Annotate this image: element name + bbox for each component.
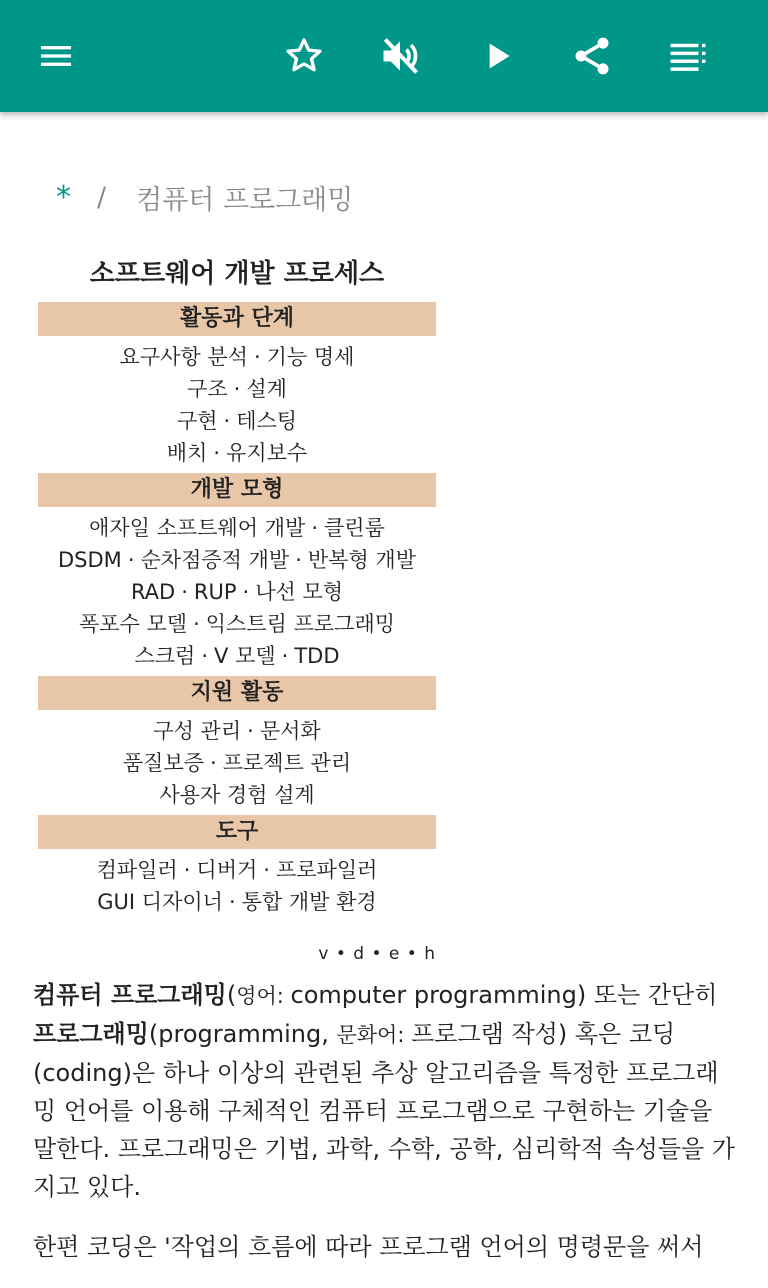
navbox-group-header: 개발 모형 <box>38 473 436 507</box>
separator-dot: · <box>228 890 236 914</box>
article-text: ) 또는 간단히 <box>576 981 718 1009</box>
separator-dot: · <box>281 644 289 668</box>
playlist-icon[interactable] <box>660 28 716 84</box>
navbox-row <box>38 779 436 811</box>
menu-icon[interactable] <box>28 28 84 84</box>
separator-dot: · <box>247 719 254 743</box>
navbox-row <box>38 608 436 640</box>
navbox-link[interactable]: TDD <box>294 644 340 668</box>
separator-dot: · <box>223 409 231 433</box>
navbox-row <box>38 544 436 576</box>
navbox-link[interactable]: V 모델 <box>214 644 276 668</box>
navbox-row <box>38 715 436 747</box>
separator-dot: · <box>193 612 200 636</box>
breadcrumb-separator: / <box>97 181 107 213</box>
navbox-link[interactable]: 테스팅 <box>236 409 298 433</box>
separator-dot: · <box>181 580 188 604</box>
volume-off-icon[interactable] <box>372 28 428 84</box>
navbox-link[interactable]: RAD <box>130 580 176 604</box>
article-term-2: 프로그래밍 <box>33 1020 149 1048</box>
breadcrumb-home-link[interactable]: * <box>56 179 71 215</box>
share-icon[interactable] <box>564 28 620 84</box>
navbox-link[interactable]: 디버거 <box>196 858 258 882</box>
navbox-link[interactable]: 순차점증적 개발 <box>140 548 290 572</box>
navbox-row <box>38 437 436 469</box>
navbox-link[interactable]: 구현 <box>176 409 218 433</box>
breadcrumb-current: 컴퓨터 프로그래밍 <box>136 184 354 216</box>
separator-dot: · <box>213 441 221 465</box>
play-icon[interactable] <box>470 28 526 84</box>
navbox-link[interactable]: 나선 모형 <box>255 580 344 604</box>
navbox-row <box>38 576 436 608</box>
separator-dot: · <box>242 580 250 604</box>
navbox-row <box>38 341 436 373</box>
navbox-link[interactable]: 프로젝트 관리 <box>222 751 352 775</box>
navbox-row <box>38 640 436 672</box>
navbox-group-list <box>38 507 436 676</box>
language-label: 영어: <box>236 984 291 1008</box>
separator-dot: · <box>210 751 217 775</box>
english-term: computer programming <box>290 981 577 1009</box>
separator-dot: · <box>201 644 209 668</box>
separator-dot: · <box>311 516 319 540</box>
navbox-link[interactable]: 사용자 경험 설계 <box>159 783 315 807</box>
navbox-link[interactable]: 설계 <box>246 377 287 401</box>
navbox-link[interactable]: 익스트림 프로그래밍 <box>205 612 396 636</box>
navbox-group-list <box>38 336 436 473</box>
article-body <box>33 976 739 1288</box>
navbox-link[interactable]: 클린룸 <box>324 516 385 540</box>
navbox-link[interactable]: 스크럼 <box>134 644 196 668</box>
navbox-link[interactable]: 통합 개발 환경 <box>241 890 377 914</box>
separator-dot: · <box>183 858 191 882</box>
navbox-link[interactable]: DSDM <box>58 548 122 572</box>
article-term: 컴퓨터 프로그래밍 <box>33 981 227 1009</box>
north-korean-term: 프로그램 작성 <box>411 1020 558 1048</box>
navbox-link[interactable]: 반복형 개발 <box>307 548 416 572</box>
navbox-link[interactable]: 품질보증 <box>122 751 205 775</box>
article-text: ) 혹은 코딩(coding)은 하나 이상의 관련된 추상 알고리즘을 특정한 프로그래밍 언어를 이용해 구체적인 컴퓨터 프로그램으로 구현하는 기술을 말한다. 프로그래밍은 기법, 과학, 수학, 공학, 심리학적 속성들을 가지고 있다. <box>33 1020 735 1201</box>
navbox-row <box>38 373 436 405</box>
navbox-link[interactable]: 컴파일러 <box>96 858 178 882</box>
article-text: (programming, <box>148 1020 337 1048</box>
navbox-link[interactable]: 배치 <box>166 441 208 465</box>
navbox-link[interactable]: 애자일 소프트웨어 개발 <box>89 516 306 540</box>
navbox-title: 소프트웨어 개발 프로세스 <box>89 259 385 289</box>
article-paragraph-2: 한편 코딩은 '작업의 흐름에 따라 프로그램 언어의 명령문을 써서 <box>33 1233 704 1261</box>
navbox-link[interactable]: GUI 디자이너 <box>97 890 223 914</box>
navbox-row <box>38 854 436 886</box>
navbox-row <box>38 886 436 918</box>
navbox-row <box>38 405 436 437</box>
navbox-footer-links[interactable]: v • d • e • h <box>318 944 436 964</box>
separator-dot: · <box>233 377 241 401</box>
separator-dot: · <box>127 548 135 572</box>
navbox-link[interactable]: 기능 명세 <box>266 345 355 369</box>
navbox-row <box>38 512 436 544</box>
breadcrumb <box>56 176 353 218</box>
navbox-link[interactable]: 구조 <box>187 377 228 401</box>
navbox-link[interactable]: 유지보수 <box>226 441 308 465</box>
app-toolbar <box>0 0 768 112</box>
star-outline-icon[interactable] <box>276 28 332 84</box>
navbox-row <box>38 747 436 779</box>
language-label-2: 문화어: <box>336 1023 412 1047</box>
navbox-group-list <box>38 849 436 922</box>
navbox-link[interactable]: 폭포수 모델 <box>78 612 188 636</box>
separator-dot: · <box>263 858 270 882</box>
navbox-link[interactable]: 문서화 <box>259 719 321 743</box>
navbox-link[interactable]: 프로파일러 <box>275 858 378 882</box>
separator-dot: · <box>295 548 302 572</box>
navbox-group-header: 도구 <box>38 815 436 849</box>
article-paragraph: 컴퓨터 프로그래밍(영어: computer programming) 또는 간단히 프로그래밍(programming, 문화어: 프로그램 작성) 혹은 코딩(coding)은 하나 이상의 관련된 추상 알고리즘을 특정한 프로그래밍 언어를 이용해 구체적인 컴퓨터 프로그램으로 구현하는 기술을 말한다. 프로그래밍은 기법, 과학, 수학, 공학, 심리학적 속성들을 가지고 있다. <box>33 981 735 1201</box>
navbox-link[interactable]: RUP <box>193 580 237 604</box>
navbox-software-development <box>38 252 436 922</box>
navbox-group-header: 활동과 단계 <box>38 302 436 336</box>
separator-dot: · <box>253 345 261 369</box>
navbox-group-list <box>38 710 436 815</box>
navbox-link[interactable]: 구성 관리 <box>153 719 242 743</box>
navbox-link[interactable]: 요구사항 분석 <box>119 345 248 369</box>
navbox-group-header: 지원 활동 <box>38 676 436 710</box>
